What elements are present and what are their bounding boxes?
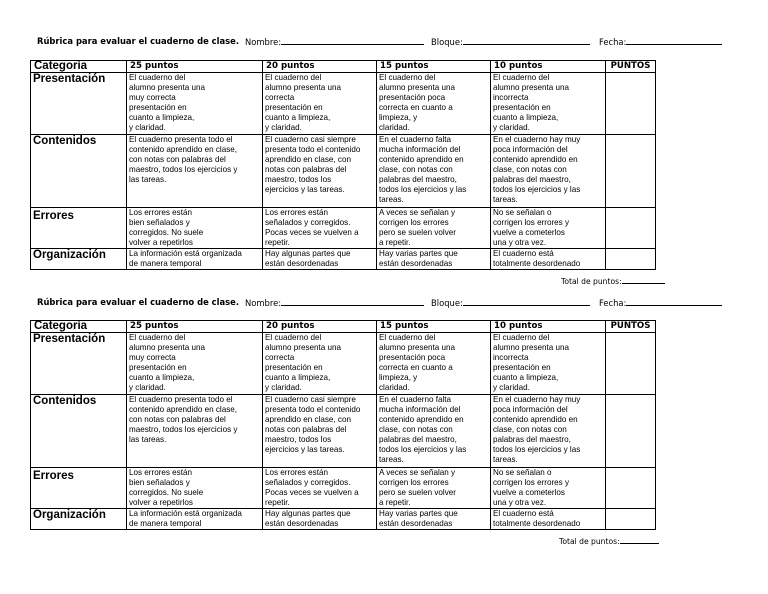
bloque-line[interactable] [463, 297, 590, 306]
row-contenidos [31, 394, 656, 467]
category-label: Errores [31, 207, 127, 248]
row-organizacion [31, 248, 656, 269]
criterion-cell: A veces se señalan y corrigen los errores pero se suelen volver a repetir. [377, 467, 491, 508]
nombre-label: Nombre: [245, 37, 282, 47]
col-header-10: 10 puntos [491, 61, 606, 73]
criterion-cell: No se señalan o corrigen los errores y vuelve a cometerlos una y otra vez. [491, 207, 606, 248]
rubric-table [30, 320, 656, 530]
rubric-title: Rúbrica para evaluar el cuaderno de clase. [37, 36, 240, 46]
criterion-cell: El cuaderno del alumno presenta una incorrecta presentación en cuanto a limpieza, y claridad. [491, 73, 606, 135]
puntos-cell[interactable] [606, 394, 656, 467]
header-row [31, 61, 656, 73]
criterion-cell: Hay algunas partes que están desordenadas [263, 508, 377, 529]
criterion-cell: La información está organizada de manera temporal [127, 508, 263, 529]
col-header-categoria: Categoría [31, 61, 127, 73]
criterion-cell: El cuaderno casi siempre presenta todo el contenido aprendido en clase, con notas con palabras del maestro, todos los ejercicios y las tareas. [263, 134, 377, 207]
row-errores [31, 207, 656, 248]
category-label: Presentación [31, 73, 127, 135]
col-header-puntos: PUNTOS [606, 321, 656, 333]
criterion-cell: No se señalan o corrigen los errores y vuelve a cometerlos una y otra vez. [491, 467, 606, 508]
criterion-cell: Los errores están bien señalados y corregidos. No suele volver a repetirlos [127, 467, 263, 508]
puntos-cell[interactable] [606, 248, 656, 269]
nombre-field [245, 36, 424, 47]
criterion-cell: El cuaderno está totalmente desordenado [491, 508, 606, 529]
puntos-cell[interactable] [606, 134, 656, 207]
criterion-cell: Los errores están señalados y corregidos. Pocas veces se vuelven a repetir. [263, 467, 377, 508]
col-header-25: 25 puntos [127, 61, 263, 73]
puntos-cell[interactable] [606, 333, 656, 395]
col-header-15: 15 puntos [377, 321, 491, 333]
total-field [561, 275, 665, 286]
criterion-cell: El cuaderno del alumno presenta una presentación poca correcta en cuanto a limpieza, y claridad. [377, 333, 491, 395]
total-field [559, 535, 659, 546]
criterion-cell: El cuaderno del alumno presenta una muy correcta presentación en cuanto a limpieza, y claridad. [127, 333, 263, 395]
puntos-cell[interactable] [606, 73, 656, 135]
criterion-cell: A veces se señalan y corrigen los errores pero se suelen volver a repetir. [377, 207, 491, 248]
criterion-cell: En el cuaderno falta mucha información del contenido aprendido en clase, con notas con palabras del maestro, todos los ejercicios y las tareas. [377, 394, 491, 467]
nombre-line[interactable] [281, 36, 424, 45]
criterion-cell: En el cuaderno falta mucha información del contenido aprendido en clase, con notas con palabras del maestro, todos los ejercicios y las tareas. [377, 134, 491, 207]
total-line[interactable] [622, 275, 665, 284]
category-label: Presentación [31, 333, 127, 395]
criterion-cell: El cuaderno casi siempre presenta todo el contenido aprendido en clase, con notas con palabras del maestro, todos los ejercicios y las tareas. [263, 394, 377, 467]
row-presentacion [31, 333, 656, 395]
criterion-cell: El cuaderno del alumno presenta una incorrecta presentación en cuanto a limpieza, y claridad. [491, 333, 606, 395]
criterion-cell: El cuaderno del alumno presenta una correcta presentación en cuanto a limpieza, y claridad. [263, 333, 377, 395]
category-label: Errores [31, 467, 127, 508]
puntos-cell[interactable] [606, 467, 656, 508]
bloque-line[interactable] [463, 36, 590, 45]
criterion-cell: El cuaderno presenta todo el contenido aprendido en clase, con notas con palabras del maestro, todos los ejercicios y las tareas. [127, 394, 263, 467]
row-presentacion [31, 73, 656, 135]
criterion-cell: Los errores están bien señalados y corregidos. No suele volver a repetirlos [127, 207, 263, 248]
criterion-cell: La información está organizada de manera temporal [127, 248, 263, 269]
criterion-cell: Hay varias partes que están desordenadas [377, 508, 491, 529]
fecha-line[interactable] [626, 297, 722, 306]
criterion-cell: Hay varias partes que están desordenadas [377, 248, 491, 269]
category-label: Organización [31, 248, 127, 269]
bloque-field [431, 36, 590, 47]
criterion-cell: El cuaderno del alumno presenta una presentación poca correcta en cuanto a limpieza, y claridad. [377, 73, 491, 135]
row-organizacion [31, 508, 656, 529]
total-label: Total de puntos: [561, 277, 622, 286]
criterion-cell: El cuaderno del alumno presenta una correcta presentación en cuanto a limpieza, y claridad. [263, 73, 377, 135]
col-header-categoria: Categoría [31, 321, 127, 333]
total-line[interactable] [620, 535, 659, 544]
row-errores [31, 467, 656, 508]
criterion-cell: Hay algunas partes que están desordenadas [263, 248, 377, 269]
nombre-field [245, 297, 424, 308]
row-contenidos [31, 134, 656, 207]
bloque-label: Bloque: [431, 37, 463, 47]
col-header-15: 15 puntos [377, 61, 491, 73]
col-header-20: 20 puntos [263, 321, 377, 333]
fecha-line[interactable] [626, 36, 722, 45]
criterion-cell: El cuaderno del alumno presenta una muy correcta presentación en cuanto a limpieza, y claridad. [127, 73, 263, 135]
puntos-cell[interactable] [606, 207, 656, 248]
fecha-field [599, 297, 722, 308]
criterion-cell: Los errores están señalados y corregidos. Pocas veces se vuelven a repetir. [263, 207, 377, 248]
fecha-label: Fecha: [599, 37, 627, 47]
fecha-field [599, 36, 722, 47]
rubric-table [30, 60, 656, 270]
col-header-puntos: PUNTOS [606, 61, 656, 73]
category-label: Contenidos [31, 394, 127, 467]
category-label: Contenidos [31, 134, 127, 207]
category-label: Organización [31, 508, 127, 529]
puntos-cell[interactable] [606, 508, 656, 529]
fecha-label: Fecha: [599, 298, 627, 308]
bloque-field [431, 297, 590, 308]
criterion-cell: El cuaderno presenta todo el contenido aprendido en clase, con notas con palabras del maestro, todos los ejercicios y las tareas. [127, 134, 263, 207]
nombre-label: Nombre: [245, 298, 282, 308]
col-header-20: 20 puntos [263, 61, 377, 73]
bloque-label: Bloque: [431, 298, 463, 308]
criterion-cell: En el cuaderno hay muy poca información del contenido aprendido en clase, con notas con palabras del maestro, todos los ejercicios y las tareas. [491, 394, 606, 467]
header-row [31, 321, 656, 333]
nombre-line[interactable] [281, 297, 424, 306]
col-header-10: 10 puntos [491, 321, 606, 333]
criterion-cell: El cuaderno está totalmente desordenado [491, 248, 606, 269]
criterion-cell: En el cuaderno hay muy poca información del contenido aprendido en clase, con notas con palabras del maestro, todos los ejercicios y las tareas. [491, 134, 606, 207]
rubric-title: Rúbrica para evaluar el cuaderno de clase. [37, 297, 240, 307]
total-label: Total de puntos: [559, 537, 620, 546]
col-header-25: 25 puntos [127, 321, 263, 333]
